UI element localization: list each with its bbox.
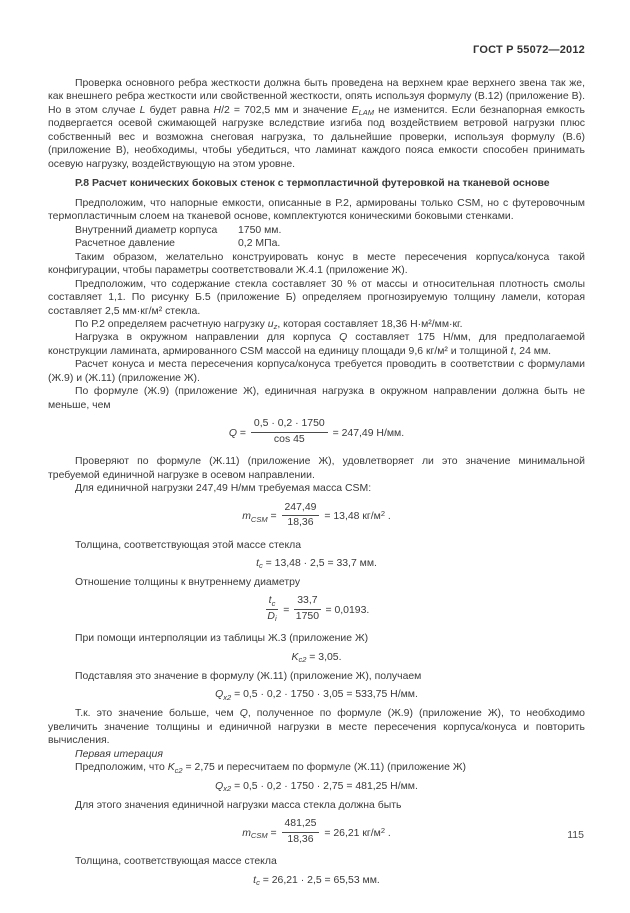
paragraph-formula-zh9-intro: По формуле (Ж.9) (приложение Ж), единичная нагрузка в окружном направлении должна быть не меньше, чем [48, 386, 585, 411]
formula-mcsm-1 [48, 503, 585, 531]
paragraph-since-greater: Т.к. это значение больше, чем Q, полученное по формуле (Ж.9) (приложение Ж), то необходимо увеличить значение толщины и единичной нагрузки в месте пересечения корпуса/конуса и повторить вычисления. [48, 708, 585, 747]
page-content [48, 77, 585, 888]
spec-row-pressure [48, 237, 585, 251]
paragraph-substitute: Подставляя это значение в формулу (Ж.11) (приложение Ж), получаем [75, 670, 422, 682]
paragraph-required-csm: Для единичной нагрузки 247,49 Н/мм требуемая масса CSM: [75, 483, 372, 495]
formula-ratio-result: = 0,0193. [322, 605, 370, 617]
fraction-denominator: cos 45 [273, 433, 305, 445]
paragraph-glass-mass-2: Для этого значения единичной нагрузки масса стекла должна быть [75, 799, 402, 811]
formula-q-result: = 247,49 Н/мм. [329, 427, 405, 439]
paragraph-stiffener-check: Проверка основного ребра жесткости должна быть проведена на верхнем крае верхнего звена так же, как внешнего ребра жесткости или свойственной жесткости, опять используя формулу (В.12) (приложение В). Но в этом случае L будет равна H/2 = 702,5 мм и значение $E_{LAM}$ не изменится. Если безнапорная емкость подвергается осевой сжимающей нагрузке вследствие изгиба под воздействием ветровой нагрузки плюс собственный вес и возможна снеговая нагрузка, то дальнейшие проверки, используя формулу (В.6) (приложение В), необходимы, чтобы убедиться, что ламинат каждого пояса емкости способен принимать осевую нагрузку, воздействующую на этом уровне. [48, 78, 585, 170]
fraction-numerator: 33,7 [294, 595, 320, 610]
spec-value-pressure: 0,2 МПа. [238, 238, 281, 250]
formula-q-lhs: Q = [228, 427, 249, 439]
spec-label-pressure: Расчетное давление [75, 238, 175, 250]
spec-row-diameter [48, 224, 585, 238]
iteration-title: Первая итерация [75, 748, 163, 760]
fraction [282, 502, 320, 530]
fraction-numerator: 0,5 · 0,2 · 1750 [251, 418, 328, 433]
paragraph-cone-config: Таким образом, желательно конструировать конус в месте пересечения корпуса/конуса такой конфигурации, чтобы параметры соответствовали Ж.4.1 (приложение Ж). [48, 251, 585, 277]
formula-mcsm-2 [48, 819, 585, 847]
spec-label-diameter: Внутренний диаметр корпуса [75, 224, 218, 236]
paragraph-interpolation: При помощи интерполяции из таблицы Ж.3 (приложение Ж) [75, 633, 369, 645]
formula-qx2-second: $Q_{x2} = 0,5 \cdot 0,2 \cdot 1750 \cdot 2,75 = 481,25$ Н/мм. [215, 780, 418, 793]
paragraph-check-zh11: Проверяют по формуле (Ж.11) (приложение Ж), удовлетворяет ли это значение минимальной требуемой единичной нагрузке в осевом направлении. [48, 456, 585, 481]
spec-value-diameter: 1750 мм. [238, 224, 282, 236]
running-header: ГОСТ Р 55072—2012 [473, 44, 585, 56]
paragraph-hoop-load: Нагрузка в окружном направлении для корпуса Q составляет 175 Н/мм, для предполагаемой конструкции ламината, армированного CSM массой на единицу площади 9,6 кг/м² и толщиной t, 24 мм. [48, 332, 585, 357]
section-heading: Р.8 Расчет конических боковых стенок с термопластичной футеровкой на тканевой основе [75, 178, 550, 190]
paragraph-ratio: Отношение толщины к внутреннему диаметру [75, 576, 301, 588]
formula-ratio [48, 596, 585, 624]
fraction-numerator: 481,25 [282, 818, 320, 833]
paragraph-iteration-assume: Предположим, что $K_{c2} = 2,75$ и пересчитаем по формуле (Ж.11) (приложение Ж) [75, 762, 466, 775]
fraction-denominator: 18,36 [287, 517, 314, 529]
formula-mcsm1-result: = 13,48 $кг/м^2$ . [321, 509, 391, 523]
fraction [294, 595, 320, 623]
formula-qx2-first: $Q_{x2} = 0,5 \cdot 0,2 \cdot 1750 \cdot 3,05 = 533,75$ Н/мм. [215, 689, 418, 702]
formula-kc2: $K_{c2} = 3,05$. [291, 651, 342, 665]
paragraph-thickness-2: Толщина, соответствующая массе стекла [75, 856, 277, 868]
page-number: 115 [567, 829, 584, 841]
paragraph-assumption: Предположим, что напорные емкости, описанные в Р.2, армированы только CSM, но с футеровочным термопластичным слоем на тканевой основе, комплектуются коническими боковыми стенками. [48, 197, 585, 223]
formula-mcsm2-result: = 26,21 $кг/м^2$ . [321, 825, 391, 839]
fraction-denominator: $D_i$ [267, 610, 277, 624]
formula-q [48, 419, 585, 447]
fraction-denominator: 18,36 [287, 833, 314, 845]
paragraph-thickness-1: Толщина, соответствующая этой массе стекла [75, 539, 302, 551]
fraction [282, 818, 320, 846]
fraction-denominator: 1750 [295, 610, 320, 622]
formula-tc-2: $t_c = 26,21 \cdot 2,5 = 65,53$ мм. [253, 874, 380, 887]
fraction-numerator: 247,49 [282, 502, 320, 517]
formula-ratio-equals: = [280, 605, 293, 617]
formula-tc-1: $t_c = 13,48 \cdot 2,5 = 33,7$ мм. [256, 557, 377, 571]
paragraph-design-load: По Р.2 определяем расчетную нагрузку $u_z$, которая составляет 18,36 Н·м²/мм·кг. [75, 318, 463, 332]
formula-mcsm1-lhs: $m_{CSM}$ = [242, 511, 280, 524]
paragraph-glass-content: Предположим, что содержание стекла составляет 30 % от массы и относительная плотность смолы составляет 1,1. По рисунку Б.5 (приложение Б) определяем прогнозируемую толщину ламели, которая составляет 2,5 мм·кг/м² стекла. [48, 278, 585, 317]
fraction [266, 595, 279, 623]
formula-mcsm2-lhs: $m_{CSM}$ = [242, 827, 280, 841]
fraction [251, 418, 328, 446]
fraction-numerator: $t_c$ [266, 595, 279, 610]
paragraph-calc-formulas: Расчет конуса и места пересечения корпуса/конуса требуется проводить в соответствии с формулами (Ж.9) и (Ж.11) (приложение Ж). [48, 359, 585, 384]
